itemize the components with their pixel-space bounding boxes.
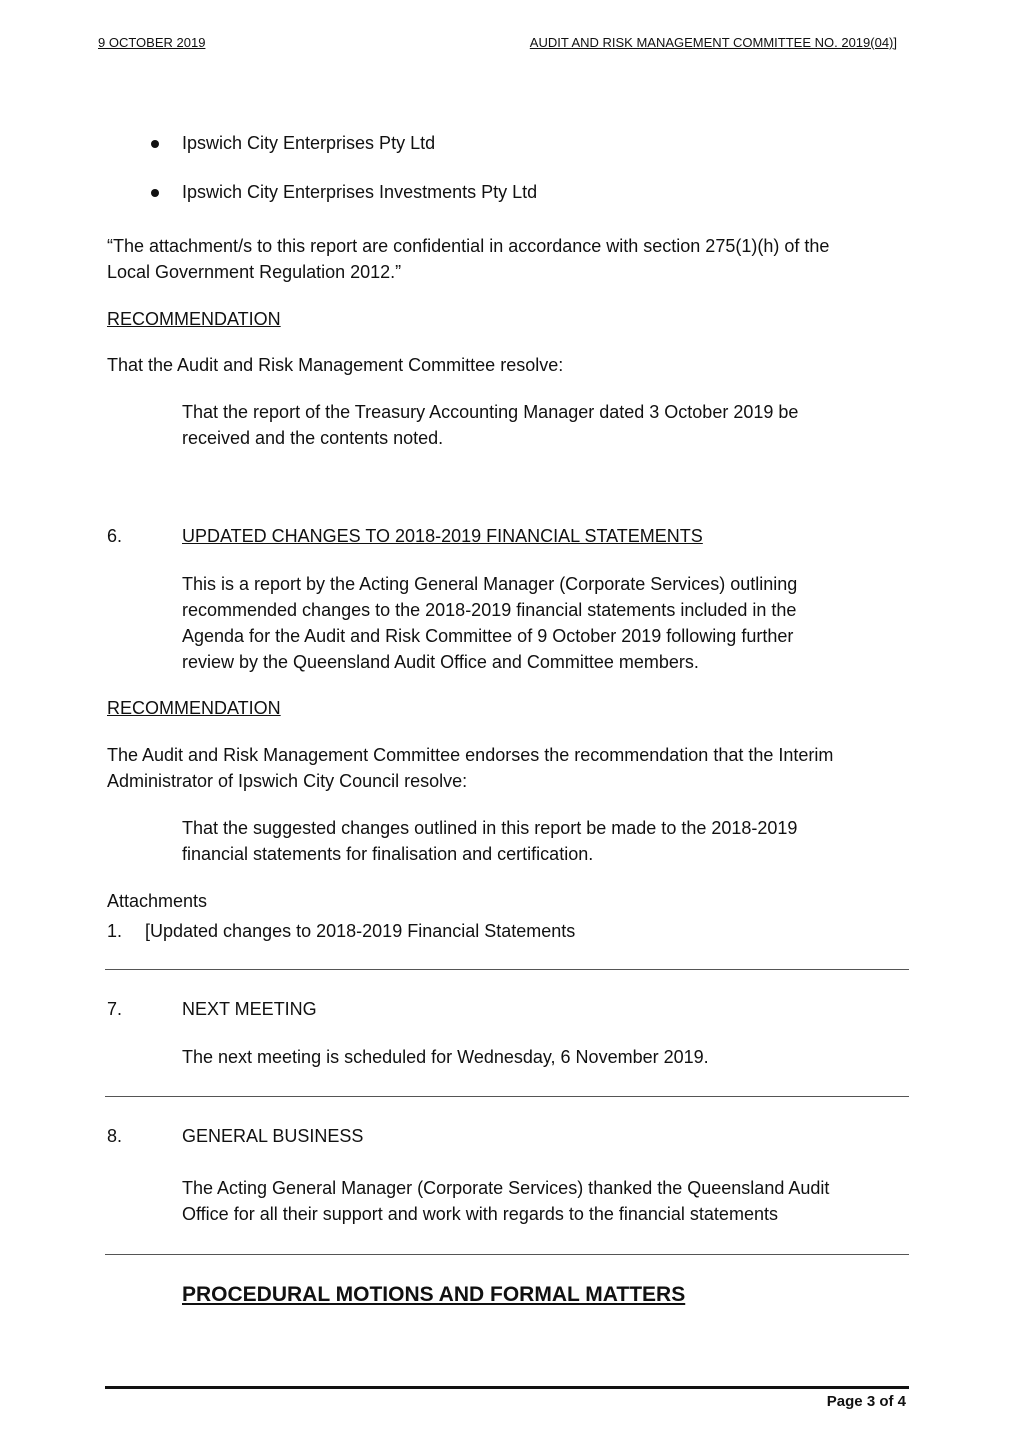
item-6-number: 6. [107,526,123,546]
resolution-line-1: That the suggested changes outlined in this report be made to the 2018-2019 [182,818,798,838]
item-8-title: GENERAL BUSINESS [182,1126,364,1146]
attachment-number: 1. [107,921,123,941]
section-divider [105,969,909,970]
resolution-line-1: That the report of the Treasury Accounting Manager dated 3 October 2019 be [182,402,799,422]
attachments-heading: Attachments [107,891,208,911]
item-7-title: NEXT MEETING [182,999,317,1019]
item-6-line: Agenda for the Audit and Risk Committee of 9 October 2019 following further [182,626,794,646]
bullet-item: Ipswich City Enterprises Investments Pty Ltd [182,182,538,202]
recommendation-heading: RECOMMENDATION [107,309,281,329]
item-8-number: 8. [107,1126,123,1146]
item-6-title: UPDATED CHANGES TO 2018-2019 FINANCIAL STATEMENTS [182,526,703,546]
item-6-line: This is a report by the Acting General Manager (Corporate Services) outlining [182,574,798,594]
confidential-line-2: Local Government Regulation 2012.” [107,262,402,282]
resolution-line-2: received and the contents noted. [182,428,444,448]
footer-rule [105,1386,909,1389]
item-8-line-1: The Acting General Manager (Corporate Services) thanked the Queensland Audit [182,1178,830,1198]
recommendation-intro-line-2: Administrator of Ipswich City Council resolve: [107,771,468,791]
section-divider [105,1254,909,1255]
recommendation-intro-line-1: The Audit and Risk Management Committee endorses the recommendation that the Interim [107,745,834,765]
procedural-heading: PROCEDURAL MOTIONS AND FORMAL MATTERS [182,1283,686,1306]
item-6-line: review by the Queensland Audit Office and Committee members. [182,652,699,672]
attachment-item: [Updated changes to 2018-2019 Financial Statements [145,921,576,941]
header-date: 9 OCTOBER 2019 [98,35,206,50]
confidential-line-1: “The attachment/s to this report are confidential in accordance with section 275(1)(h) of the [107,236,830,256]
bullet-item: Ipswich City Enterprises Pty Ltd [182,133,436,153]
recommendation-heading: RECOMMENDATION [107,698,281,718]
bullet-icon [151,140,159,148]
bullet-icon [151,189,159,197]
page-number: Page 3 of 4 [826,1393,906,1410]
header-committee: AUDIT AND RISK MANAGEMENT COMMITTEE NO. 2019(04)] [529,35,897,50]
section-divider [105,1096,909,1097]
item-7-text: The next meeting is scheduled for Wednesday, 6 November 2019. [182,1047,709,1067]
item-7-number: 7. [107,999,123,1019]
item-6-line: recommended changes to the 2018-2019 financial statements included in the [182,600,797,620]
recommendation-intro: That the Audit and Risk Management Committee resolve: [107,355,564,375]
resolution-line-2: financial statements for finalisation and certification. [182,844,594,864]
item-8-line-2: Office for all their support and work with regards to the financial statements [182,1204,778,1224]
